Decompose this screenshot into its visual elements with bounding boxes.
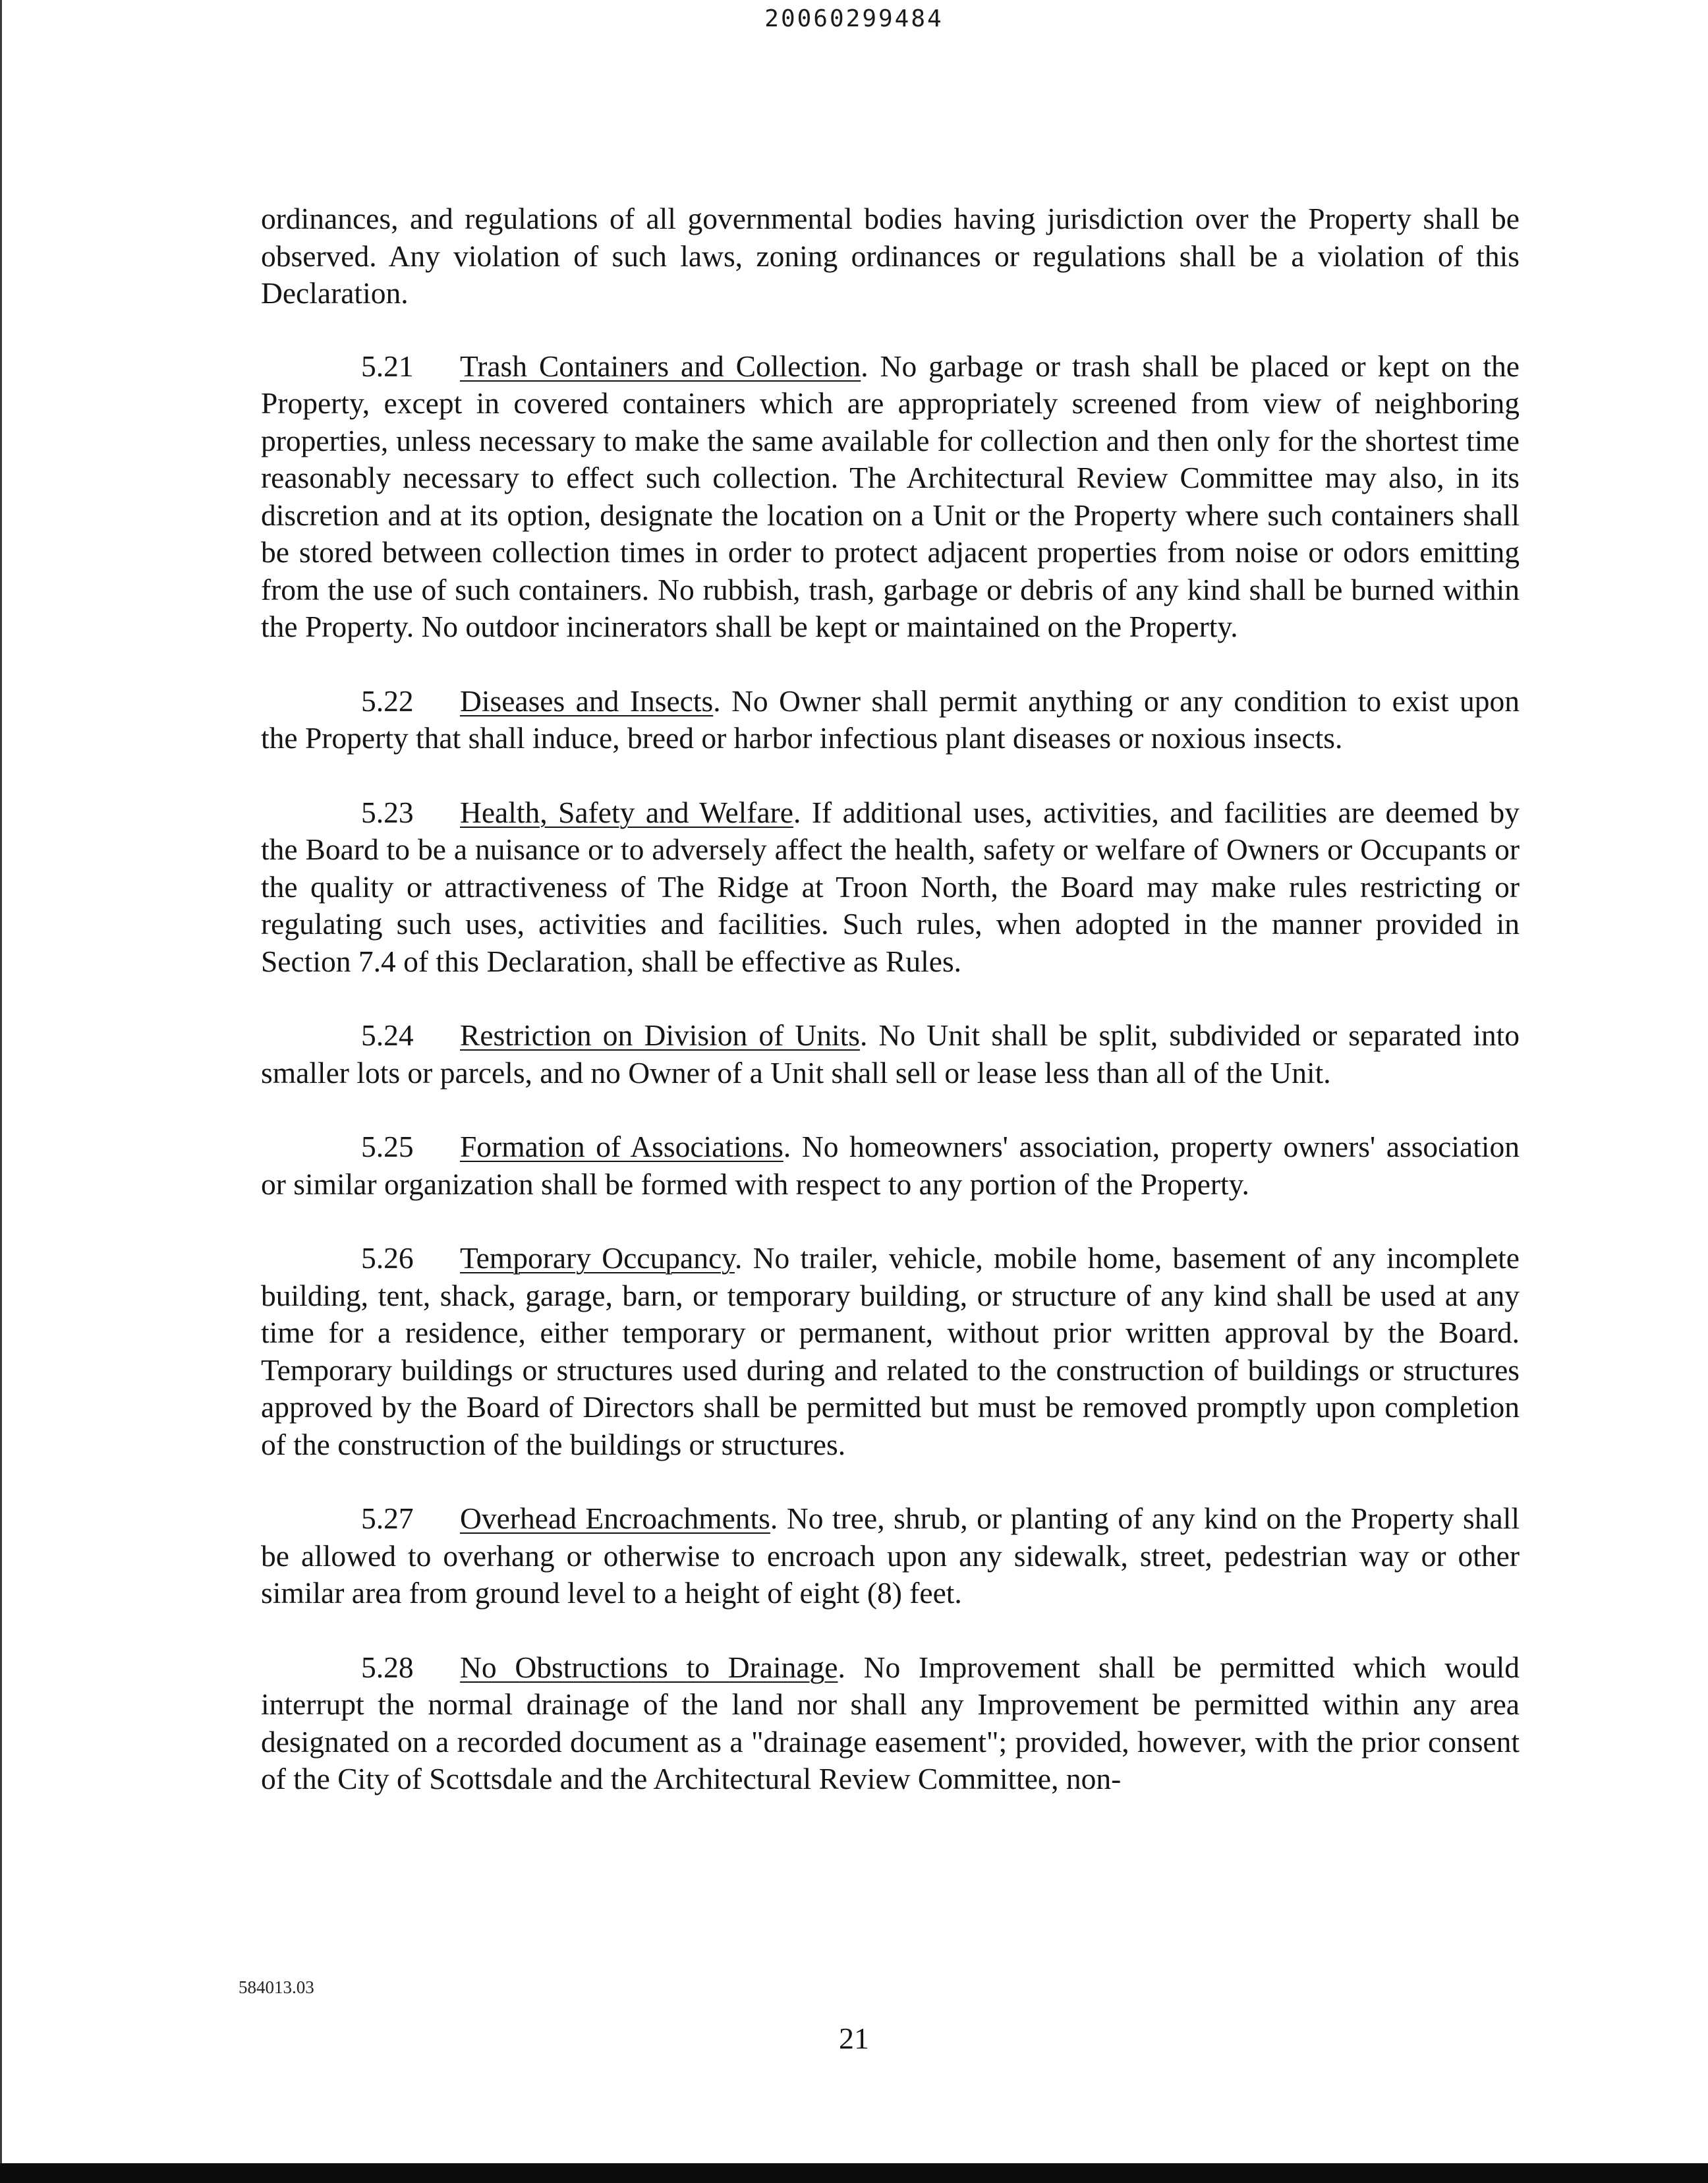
section-number: 5.28 xyxy=(361,1650,414,1684)
scan-left-edge xyxy=(0,0,2,2183)
section-title: Temporary Occupancy xyxy=(460,1241,735,1275)
section-number: 5.21 xyxy=(361,349,414,383)
section-text: . No garbage or trash shall be placed or kept on the Property, except in covered containers which are appropriately screened from view of neighboring properties, unless necessary to make the same available for collection and then only for the shortest time reasonably necessary to effect such collection. The Architectural Review Committee may also, in its discretion and at its option, designate the location on a Unit or the Property where such containers shall be stored between collection times in order to protect adjacent properties from noise or odors emitting from the use of such containers. No rubbish, trash, garbage or debris of any kind shall be burned within the Property. No outdoor incinerators shall be kept or maintained on the Property. xyxy=(261,349,1520,643)
section-title: Formation of Associations xyxy=(460,1130,783,1163)
section-title: Overhead Encroachments xyxy=(460,1501,770,1535)
section-5-27 xyxy=(261,1500,1520,1612)
section-title: Diseases and Insects xyxy=(460,684,714,718)
section-text: . No trailer, vehicle, mobile home, basement of any incomplete building, tent, shack, garage, barn, or temporary building, or structure of any kind shall be used at any time for a residence, either temporary or permanent, without prior written approval by the Board. Temporary buildings or structures used during and related to the construction of buildings or structures approved by the Board of Directors shall be permitted but must be removed promptly upon completion of the construction of the buildings or structures. xyxy=(261,1241,1520,1461)
section-text: . No homeowners' association, property owners' association or similar organization shall be formed with respect to any portion of the Property. xyxy=(261,1130,1520,1201)
section-text: . No Owner shall permit anything or any condition to exist upon the Property that shall induce, breed or harbor infectious plant diseases or noxious insects. xyxy=(261,684,1520,755)
section-number: 5.24 xyxy=(361,1018,414,1052)
section-text: . No Improvement shall be permitted which would interrupt the normal drainage of the land nor shall any Improvement be permitted within any area designated on a recorded document as a "drainage easement"; provided, however, with the prior consent of the City of Scottsdale and the Architectural Review Committee, non- xyxy=(261,1650,1520,1795)
page-number: 21 xyxy=(839,2022,869,2055)
section-number: 5.27 xyxy=(361,1501,414,1535)
section-5-21 xyxy=(261,348,1520,646)
section-text: . If additional uses, activities, and facilities are deemed by the Board to be a nuisance or to adversely affect the health, safety or welfare of Owners or Occupants or the quality or attractiveness of The Ridge at Troon North, the Board may make rules restricting or regulating such uses, activities and facilities. Such rules, when adopted in the manner provided in Section 7.4 of this Declaration, shall be effective as Rules. xyxy=(261,795,1520,978)
document-id: 584013.03 xyxy=(239,1977,314,1997)
section-title: Health, Safety and Welfare xyxy=(460,795,793,829)
section-number: 5.23 xyxy=(361,795,414,829)
section-number: 5.22 xyxy=(361,684,414,718)
continued-paragraph: ordinances, and regulations of all governmental bodies having jurisdiction over the Property shall be observed. Any violation of such laws, zoning ordinances or regulations shall be a violation of this Declaration. xyxy=(261,202,1520,310)
recording-number: 20060299484 xyxy=(764,5,944,32)
section-title: Restriction on Division of Units xyxy=(460,1018,860,1052)
section-5-22 xyxy=(261,683,1520,757)
section-title: Trash Containers and Collection xyxy=(460,349,861,383)
section-number: 5.26 xyxy=(361,1241,414,1275)
section-number: 5.25 xyxy=(361,1130,414,1163)
section-5-25 xyxy=(261,1128,1520,1203)
document-body xyxy=(261,200,1520,1835)
scan-bottom-border xyxy=(0,2163,1708,2183)
section-text: . No tree, shrub, or planting of any kind on the Property shall be allowed to overhang or otherwise to encroach upon any sidewalk, street, pedestrian way or other similar area from ground level to a height of eight (8) feet. xyxy=(261,1501,1520,1610)
section-5-26 xyxy=(261,1240,1520,1463)
section-5-28 xyxy=(261,1649,1520,1798)
section-title: No Obstructions to Drainage xyxy=(460,1650,838,1684)
section-5-24 xyxy=(261,1017,1520,1092)
section-5-23 xyxy=(261,794,1520,981)
section-text: . No Unit shall be split, subdivided or separated into smaller lots or parcels, and no Owner of a Unit shall sell or lease less than all of the Unit. xyxy=(261,1018,1520,1090)
